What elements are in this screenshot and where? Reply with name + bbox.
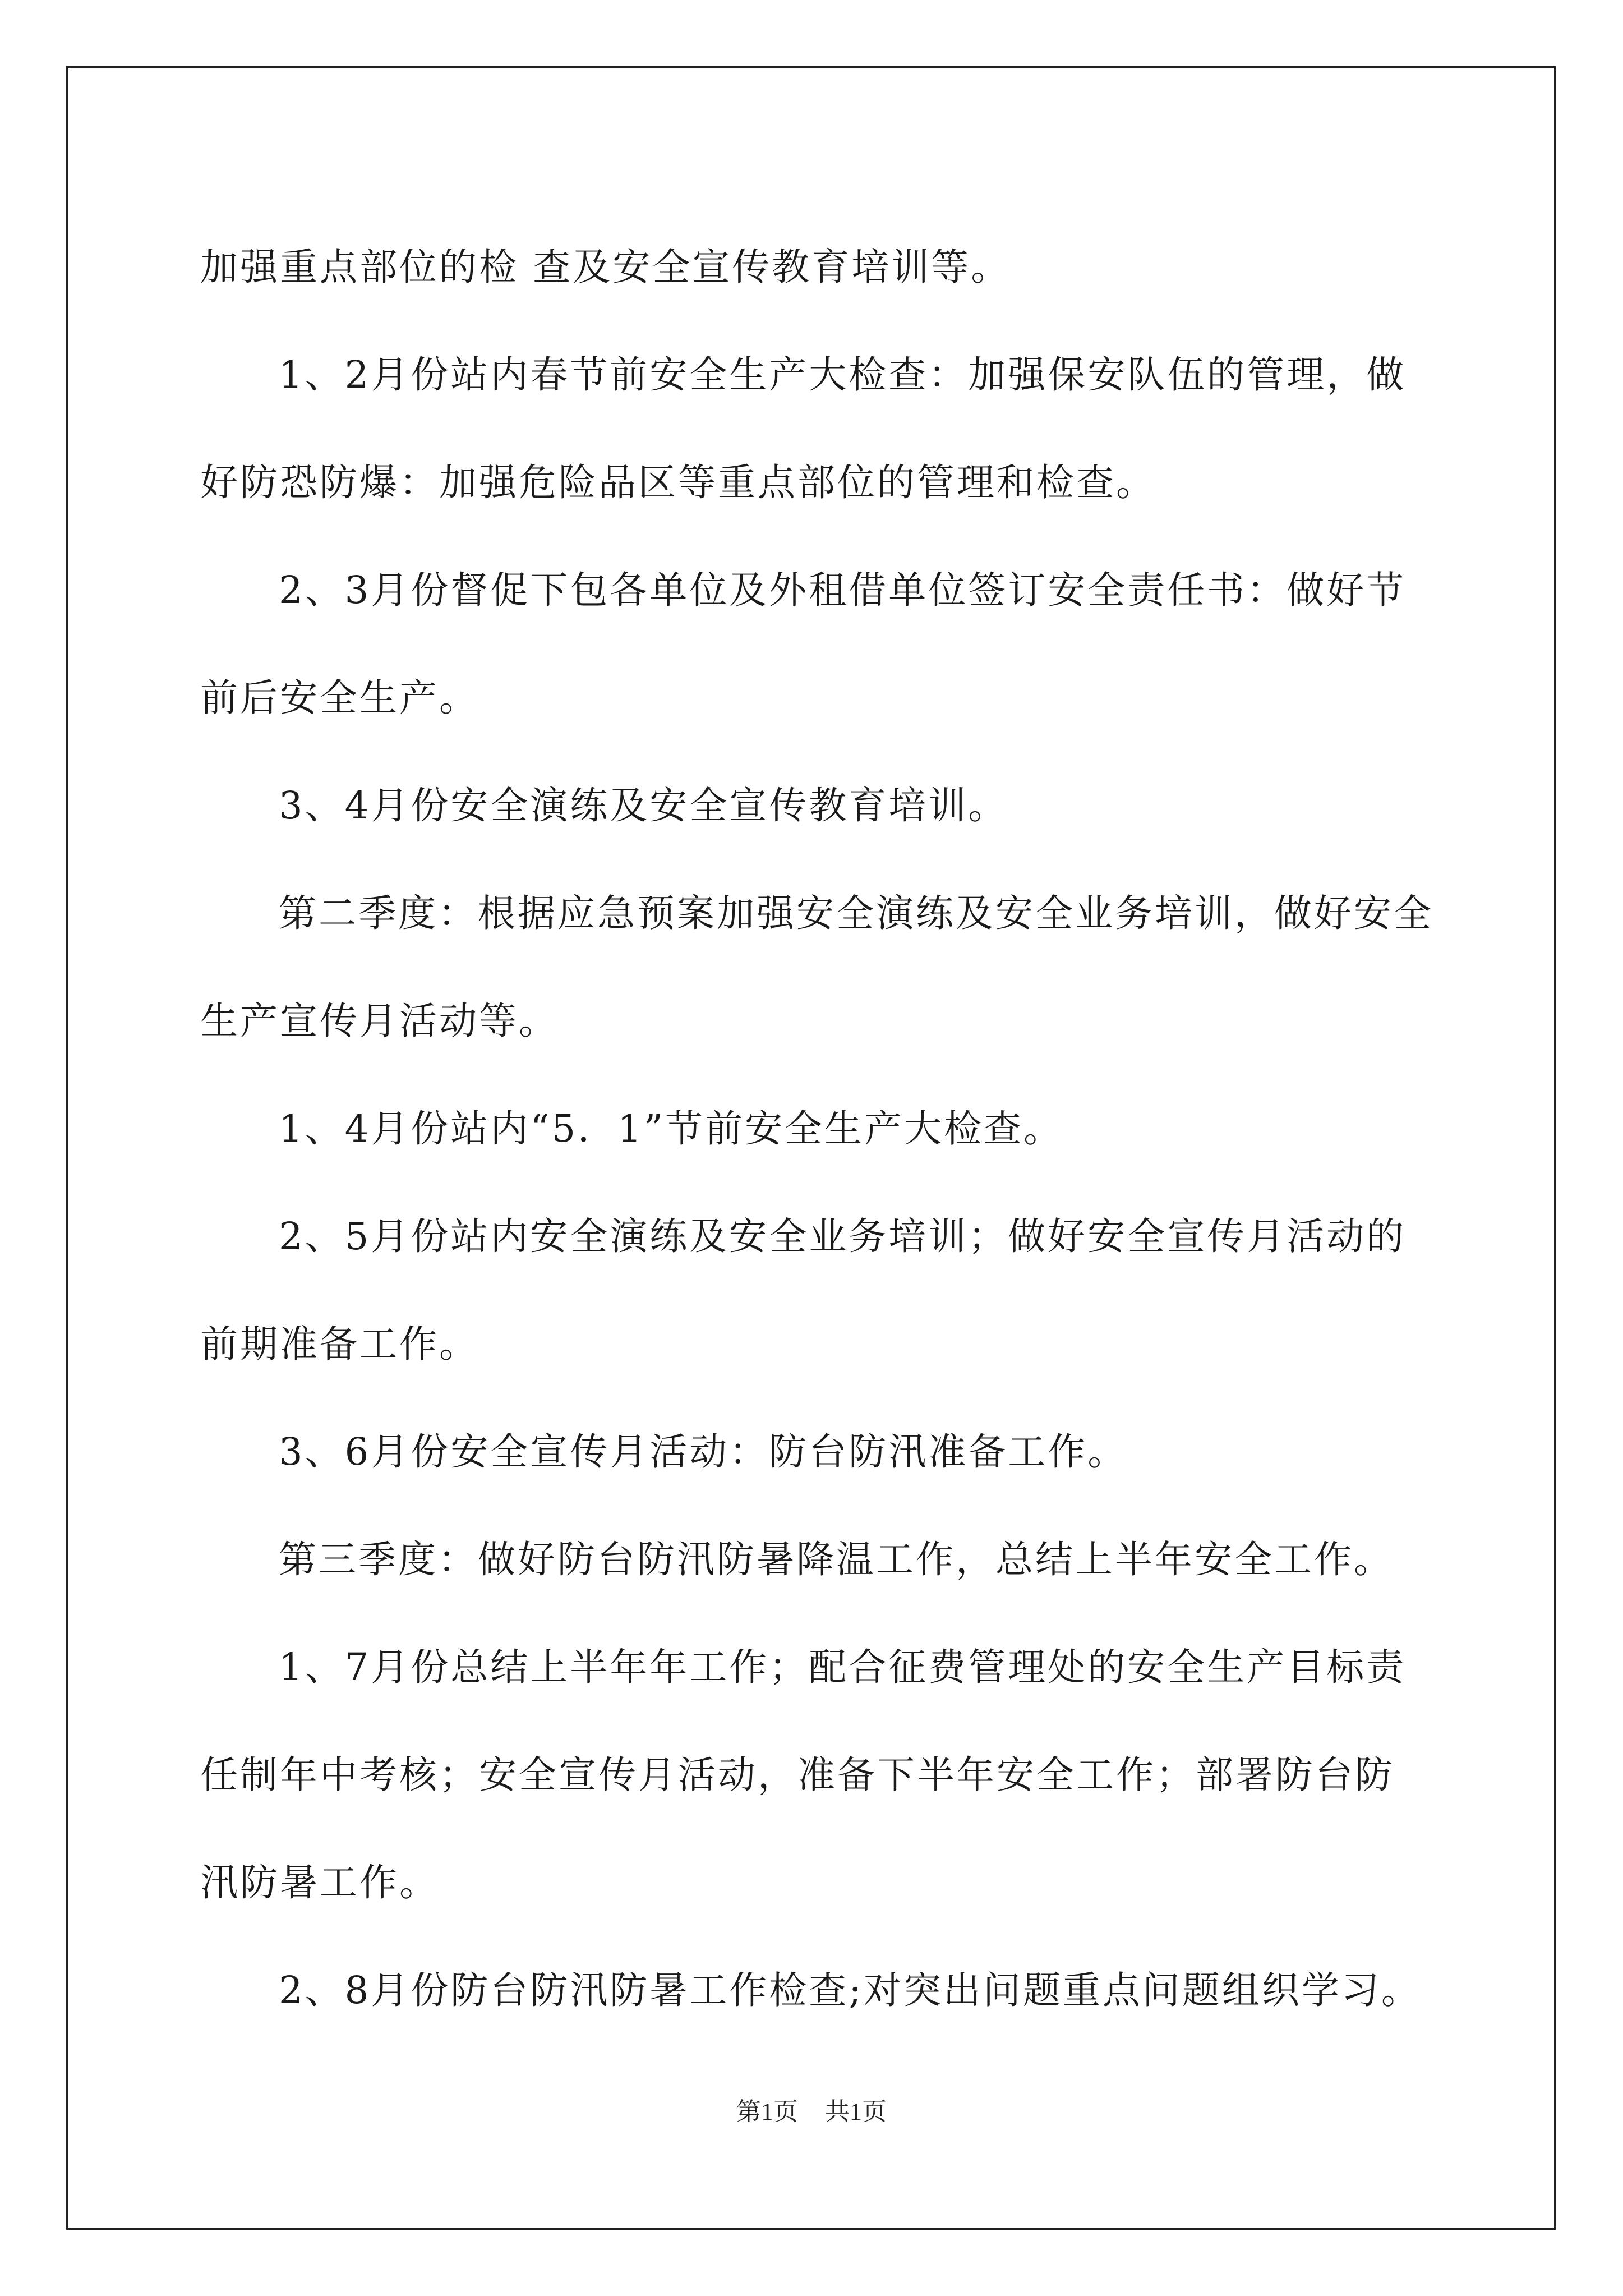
paragraph-1: 加强重点部位的检 查及安全宣传教育培训等。 [200, 245, 1011, 289]
paragraph-5: 第二季度：根据应急预案加强安全演练及安全业务培训，做好安全生产宣传月活动等。 [200, 891, 1433, 1043]
paragraph-11: 2、8月份防台防汛防暑工作检查;对突出问题重点问题组织学习。 [279, 1968, 1421, 2012]
paragraph-9: 第三季度：做好防台防汛防暑降温工作，总结上半年安全工作。 [279, 1538, 1394, 1581]
paragraph-8: 3、6月份安全宣传月活动：防台防汛准备工作。 [279, 1430, 1128, 1474]
page-footer [0, 2091, 1623, 2127]
document-body [200, 213, 1434, 2044]
page-number: 第1页 [736, 2098, 798, 2125]
paragraph-2: 1、2月份站内春节前安全生产大检查：加强保安队伍的管理，做好防恐防爆：加强危险品区等重点部位的管理和检查。 [200, 353, 1407, 504]
paragraph-7: 2、5月份站内安全演练及安全业务培训；做好安全宣传月活动的前期准备工作。 [200, 1214, 1407, 1366]
paragraph-10: 1、7月份总结上半年年工作；配合征费管理处的安全生产目标责任制年中考核；安全宣传月活动，准备下半年安全工作；部署防台防汛防暑工作。 [200, 1645, 1407, 1904]
paragraph-3: 2、3月份督促下包各单位及外租借单位签订安全责任书：做好节前后安全生产。 [200, 568, 1407, 720]
paragraph-4: 3、4月份安全演练及安全宣传教育培训。 [279, 784, 1008, 827]
paragraph-6: 1、4月份站内“5．1”节前安全生产大检查。 [279, 1107, 1064, 1151]
page-total: 共1页 [825, 2098, 887, 2125]
